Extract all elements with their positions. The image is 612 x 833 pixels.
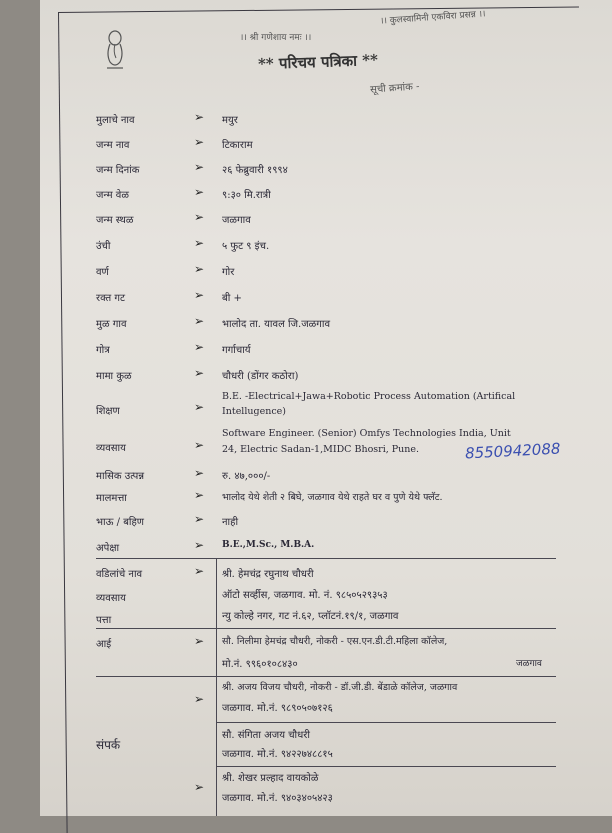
label-occupation: व्यवसाय [96, 443, 126, 454]
arrow-icon: ➢ [194, 538, 205, 552]
label-birth-name: जन्म नाव [96, 140, 130, 151]
arrow-icon: ➢ [194, 236, 205, 250]
value-height: ५ फुट ९ इंच. [222, 241, 270, 252]
value-blood-group: बी + [222, 293, 242, 304]
label-blood-group: रक्त गट [96, 293, 125, 304]
value-birth-date: २६ फेब्रुवारी १९९४ [222, 165, 288, 176]
contact-3-line2: जळगाव. मो.नं. ९४०३४०५४२३ [222, 793, 333, 804]
value-occupation-line2: 24, Electric Sadan-1,MIDC Bhosri, Pune. [222, 444, 420, 455]
value-property: भालोद येथे शेती २ बिघे, जळगाव येथे राहते घर व पुणे येथे फ्लॅट. [222, 492, 443, 503]
label-complexion: वर्ण [96, 267, 109, 278]
value-mother-phone: मो.नं. ९९६०१०८४३० [222, 659, 298, 670]
value-native-place: भालोद ता. यावल जि.जळगाव [222, 319, 331, 330]
value-mother-line1: सौ. निलीमा हेमचंद्र चौधरी, नोकरी - एस.एन.डी.टी.महिला कॉलेज, [222, 636, 448, 647]
value-father-occupation: ऑटो सर्व्हीस, जळगाव. मो. नं. ९८५०५२९३५३ [222, 590, 388, 601]
label-contacts: संपर्क [96, 738, 121, 752]
page-title: ** परिचय पत्रिका ** [257, 50, 379, 74]
deity-note: ।। कुलस्वामिनी एकविरा प्रसन्न ।। [379, 9, 486, 27]
arrow-icon: ➢ [194, 366, 205, 380]
arrow-icon: ➢ [194, 340, 205, 354]
arrow-icon: ➢ [194, 288, 205, 302]
arrow-icon: ➢ [194, 488, 205, 502]
value-birth-place: जळगाव [222, 215, 251, 226]
label-mother: आई [96, 639, 112, 650]
contact-1-line1: श्री. अजय विजय चौधरी, नोकरी - डॉ.जी.डी. बेंडाळे कॉलेज, जळगाव [222, 682, 458, 693]
value-father-name: श्री. हेमचंद्र रघुनाथ चौधरी [222, 569, 314, 580]
label-siblings: भाऊ / बहिण [96, 517, 145, 528]
value-address: न्यु कोल्हे नगर, गट नं.६२, प्लॉटनं.१९/१, जळगाव [222, 611, 399, 622]
invocation-text: ।। श्री गणेशाय नमः ।। [240, 33, 312, 43]
column-divider [216, 558, 217, 816]
contact-2-line1: सौ. संगिता अजय चौधरी [222, 730, 310, 741]
arrow-icon: ➢ [194, 512, 205, 526]
label-native-place: मुळ गाव [96, 319, 127, 330]
contact-2-line2: जळगाव. मो.नं. ९४२२७४८८१५ [222, 749, 333, 760]
label-name: मुलाचे नाव [96, 115, 135, 126]
value-birth-name: टिकाराम [222, 140, 253, 151]
value-mother-place: जळगाव [516, 659, 542, 669]
value-education-line2: Intellugence) [222, 406, 286, 417]
divider [216, 766, 556, 767]
label-father-occupation: व्यवसाय [96, 593, 126, 604]
arrow-icon: ➢ [194, 466, 205, 480]
contact-3-line1: श्री. शेखर प्रल्हाद वायकोळे [222, 773, 319, 784]
value-siblings: नाही [222, 517, 239, 528]
label-address: पत्ता [96, 615, 112, 626]
ganesha-logo-icon [102, 28, 128, 72]
arrow-icon: ➢ [194, 400, 205, 414]
value-birth-time: ९:३० मि.रात्री [222, 190, 271, 201]
arrow-icon: ➢ [194, 210, 205, 224]
label-maternal-clan: मामा कुळ [96, 371, 132, 382]
document-page [40, 0, 612, 816]
divider [216, 722, 556, 723]
label-height: उंची [96, 241, 111, 252]
divider [96, 558, 556, 559]
value-occupation-line1: Software Engineer. (Senior) Omfys Technologies India, Unit [222, 428, 511, 439]
arrow-icon: ➢ [194, 185, 205, 199]
label-birth-date: जन्म दिनांक [96, 165, 140, 176]
value-expectation: B.E.,M.Sc., M.B.A. [222, 540, 315, 550]
label-gotra: गोत्र [96, 345, 110, 356]
value-income: रु. ४७,०००/- [222, 471, 271, 482]
divider [96, 628, 556, 629]
arrow-icon: ➢ [194, 160, 205, 174]
arrow-icon: ➢ [194, 262, 205, 276]
label-father-name: वडिलांचे नाव [96, 569, 143, 580]
label-property: मालमत्ता [96, 493, 127, 504]
arrow-icon: ➢ [194, 564, 205, 578]
arrow-icon: ➢ [194, 634, 205, 648]
divider [96, 676, 556, 677]
arrow-icon: ➢ [194, 135, 205, 149]
handwritten-phone: 8550942088 [464, 439, 561, 463]
label-birth-place: जन्म स्थळ [96, 215, 134, 226]
label-expectation: अपेक्षा [96, 543, 120, 554]
arrow-icon: ➢ [194, 692, 205, 706]
value-gotra: गर्गाचार्य [222, 345, 251, 356]
arrow-icon: ➢ [194, 110, 205, 124]
arrow-icon: ➢ [194, 438, 205, 452]
value-maternal-clan: चौधरी (डोंगर कठोरा) [222, 371, 299, 382]
contact-1-line2: जळगाव. मो.नं. ९८९०५०७१२६ [222, 703, 333, 714]
list-number-label: सूची क्रमांक - [369, 81, 420, 96]
arrow-icon: ➢ [194, 314, 205, 328]
arrow-icon: ➢ [194, 780, 205, 794]
value-complexion: गोर [222, 267, 235, 278]
label-education: शिक्षण [96, 406, 120, 417]
value-education-line1: B.E. -Electrical+Jawa+Robotic Process Automation (Artifical [222, 391, 516, 402]
value-name: मयुर [222, 115, 238, 126]
label-income: मासिक उत्पन्न [96, 471, 145, 482]
label-birth-time: जन्म वेळ [96, 190, 129, 201]
